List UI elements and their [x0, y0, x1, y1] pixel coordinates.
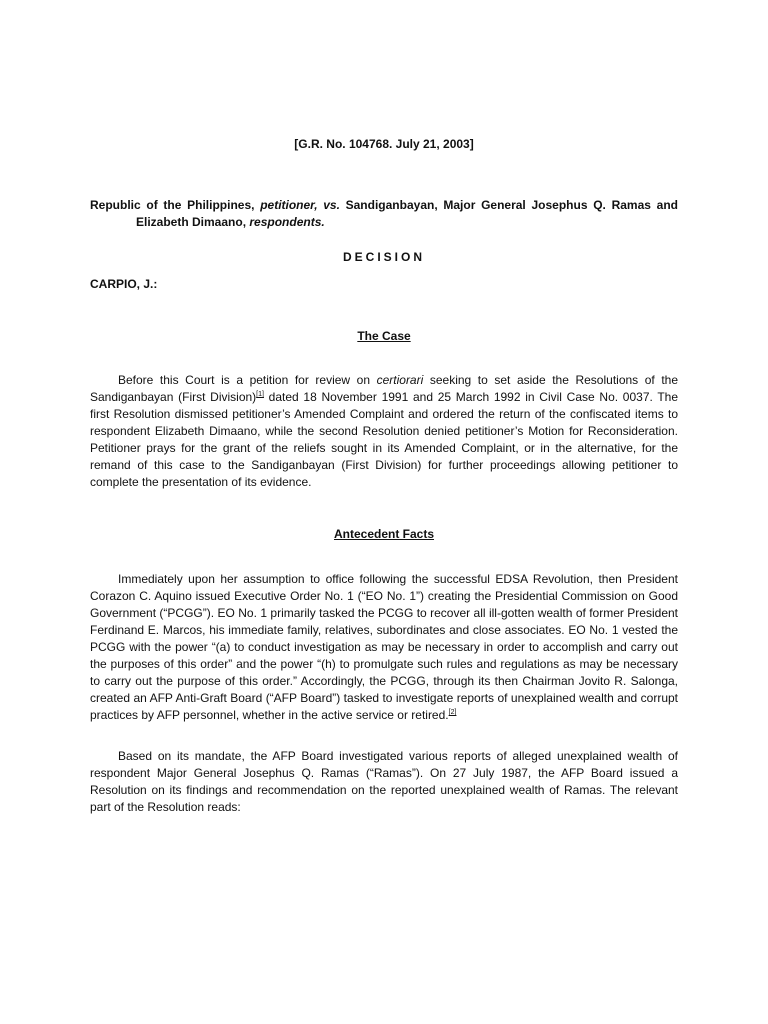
- footnote-link-1[interactable]: [1]: [256, 391, 264, 398]
- respondents-role: respondents.: [249, 215, 325, 229]
- paragraph-text: Before this Court is a petition for review on: [118, 373, 377, 387]
- paragraph-antecedent-2: Based on its mandate, the AFP Board investigated various reports of alleged unexplained wealth of respondent Major General Josephus Q. Ramas (“Ramas”). On 27 July 1987, the AFP Board issued a Resolution on its findings and recommendation on the reported unexplained wealth of Ramas. The relevant part of the Resolution reads:: [90, 749, 678, 814]
- italic-term: certiorari: [376, 373, 424, 387]
- paragraph-antecedent-1: [90, 571, 678, 724]
- paragraph-the-case: [90, 372, 678, 491]
- petitioner-role: petitioner, vs.: [260, 198, 340, 212]
- footnote-link-2[interactable]: [2]: [448, 709, 457, 716]
- paragraph-text: dated 18 November 1991 and 25 March 1992 in Civil Case No. 0037. The first Resolution dismissed petitioner’s Amended Complaint and ordered the return of the confiscated items to respondent Elizabeth Dimaano, while the second Resolution denied petitioner’s Motion for Reconsideration. Petitioner prays for the grant of the reliefs sought in its Amended Complaint, or in the alternative, for the remand of this case to the Sandiganbayan (First Division) for further proceedings allowing petitioner to complete the presentation of its evidence.: [90, 390, 679, 489]
- case-number: [G.R. No. 104768. July 21, 2003]: [294, 137, 474, 151]
- case-parties: [90, 197, 678, 231]
- decision-heading: DECISION: [342, 250, 425, 264]
- respondents-names: Sandiganbayan, Major General Josephus Q. Ramas and Elizabeth Dimaano,: [136, 198, 678, 229]
- paragraph-text: Immediately upon her assumption to office following the successful EDSA Revolution, then President Corazon C. Aquino issued Executive Order No. 1 (“EO No. 1”) creating the Presidential Commission on Good Government (“PCGG”). EO No. 1 primarily tasked the PCGG to recover all ill-gotten wealth of former President Ferdinand E. Marcos, his immediate family, relatives, subordinates and close associates. EO No. 1 vested the PCGG with the power “(a) to conduct investigation as may be necessary in order to accomplish and carry out the purposes of this order” and the power “(h) to promulgate such rules and regulations as may be necessary to carry out the purpose of this order.” Accordingly, the PCGG, through its then Chairman Jovito R. Salonga, created an AFP Anti-Graft Board (“AFP Board”) tasked to investigate reports of unexplained wealth and corrupt practices by AFP personnel, whether in the active service or retired.: [90, 572, 678, 722]
- section-heading-antecedent-facts: Antecedent Facts: [333, 527, 435, 541]
- petitioner-name: Republic of the Philippines,: [90, 198, 261, 212]
- section-heading-the-case: The Case: [357, 329, 411, 343]
- paragraph-text: seeking to set aside the Resolutions of the Sandiganbayan (First Division): [90, 373, 678, 404]
- ponente: CARPIO, J.:: [90, 277, 158, 291]
